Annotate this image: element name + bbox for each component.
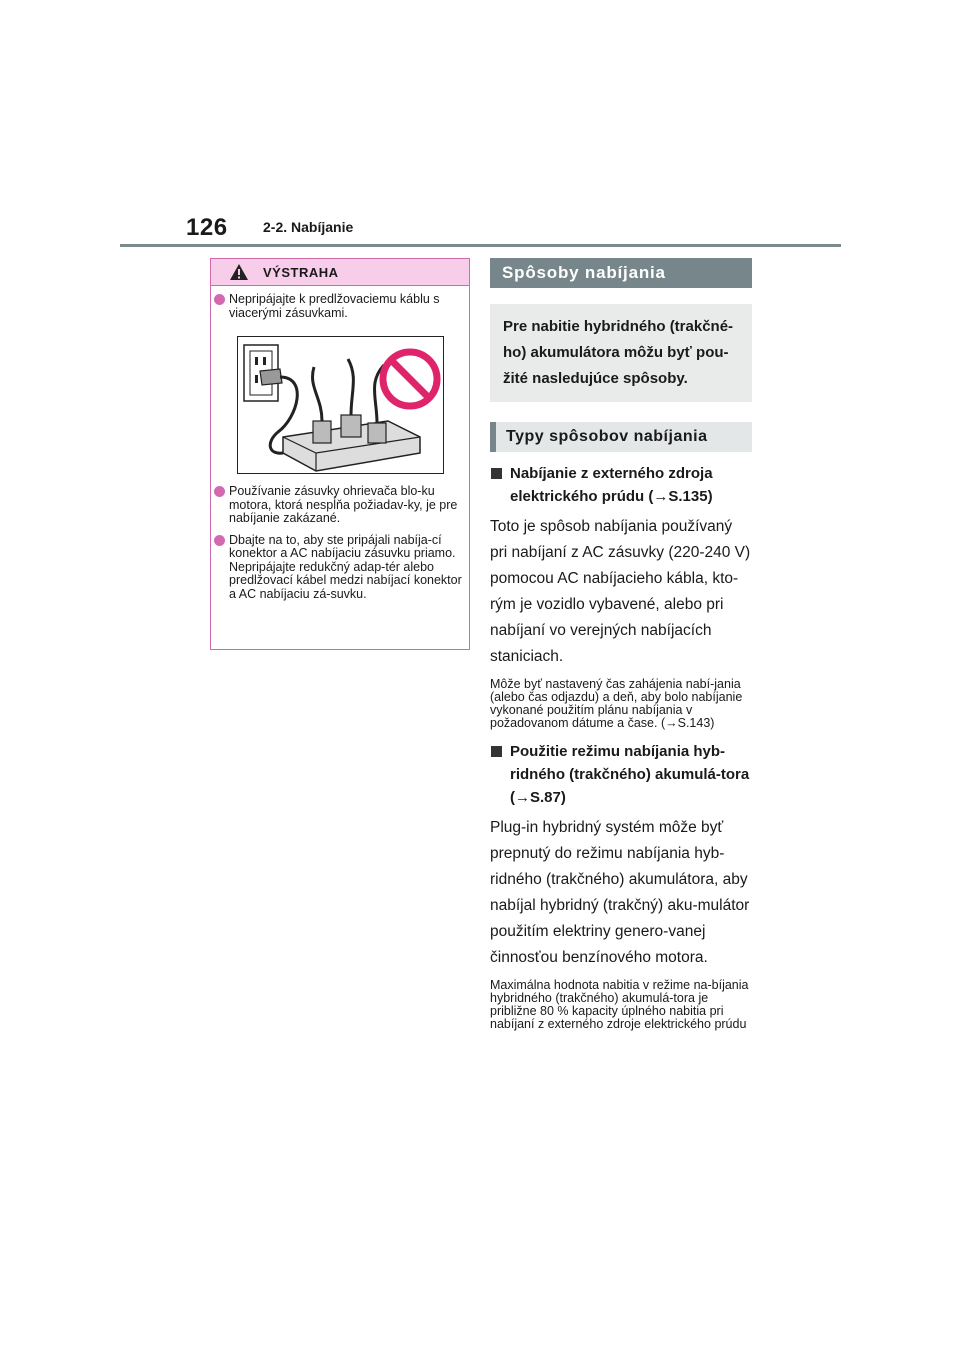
bullet-dot-icon <box>214 486 225 497</box>
section-header: 2-2. Nabíjanie <box>263 219 354 235</box>
item-1-body: Toto je spôsob nabíjania používaný pri nabíjaní z AC zásuvky (220-240 V) pomocou AC nabíjacieho kábla, kto-rým je vozidlo vybavené, alebo pri nabíjaní vo verejných nabíjacích staniciach. <box>490 518 751 665</box>
warning-triangle-icon <box>229 263 249 281</box>
main-heading: Spôsoby nabíjania <box>490 258 752 288</box>
warning-item-1 <box>211 293 469 320</box>
warning-item-3-text: Dbajte na to, aby ste pripájali nabíja-cí konektor a AC nabíjaciu zásuvku priamo. Nepripájajte redukčný adap-tér alebo predlžovací kábel medzi nabíjací konektor a AC nabíjaciu zá-suvku. <box>229 532 462 601</box>
main-column <box>490 258 752 1031</box>
item-2-body: Plug-in hybridný systém môže byť prepnutý do režimu nabíjania hyb-ridného (trakčného) akumulátora, aby nabíjal hybridný (trakčný) aku-mulátor použitím elektriny genero-vanej činnosťou benzínového motora. <box>490 819 750 966</box>
warning-item-2 <box>211 485 469 526</box>
bullet-dot-icon <box>214 535 225 546</box>
warning-header <box>211 259 469 286</box>
warning-title: VÝSTRAHA <box>263 264 339 280</box>
item-1-heading <box>490 462 752 508</box>
bullet-dot-icon <box>214 294 225 305</box>
warning-item-2-text: Používanie zásuvky ohrievača blo-ku motora, ktorá nespĺňa požiadav-ky, je pre nabíjanie zakázané. <box>229 484 458 525</box>
illustration-power-strip <box>237 336 444 474</box>
item-2-heading-text: Použitie režimu nabíjania hyb-ridného (trakčného) akumulá-tora (→S.87) <box>510 743 750 806</box>
item-2-heading <box>490 740 752 809</box>
header-divider <box>120 244 841 247</box>
subheading: Typy spôsobov nabíjania <box>490 422 752 452</box>
item-1-heading-text: Nabíjanie z externého zdroja elektrického prúdu (→S.135) <box>510 465 713 505</box>
prohibited-icon <box>383 352 437 406</box>
square-bullet-icon <box>491 468 502 479</box>
warning-box <box>210 258 470 650</box>
square-bullet-icon <box>491 746 502 757</box>
item-2-note: Maximálna hodnota nabitia v režime na-bíjania hybridného (trakčného) akumulá-tora je približne 80 % kapacity úplného nabitia pri nabíjaní z externého zdroje elektrického prúdu <box>490 978 749 1031</box>
warning-item-1-text: Nepripájajte k predlžovaciemu káblu s viacerými zásuvkami. <box>229 292 440 320</box>
power-strip-illustration <box>238 337 443 473</box>
intro-box: Pre nabitie hybridného (trakčné-ho) akumulátora môžu byť pou-žité nasledujúce spôsoby. <box>490 304 752 402</box>
warning-item-3 <box>211 534 469 602</box>
item-1-note: Môže byť nastavený čas zahájenia nabí-jania (alebo čas odjazdu) a deň, aby bolo nabíjanie vykonané použitím plánu nabíjania v požadovanom dátume a čase. (→S.143) <box>490 677 743 730</box>
page-number: 126 <box>186 214 228 241</box>
